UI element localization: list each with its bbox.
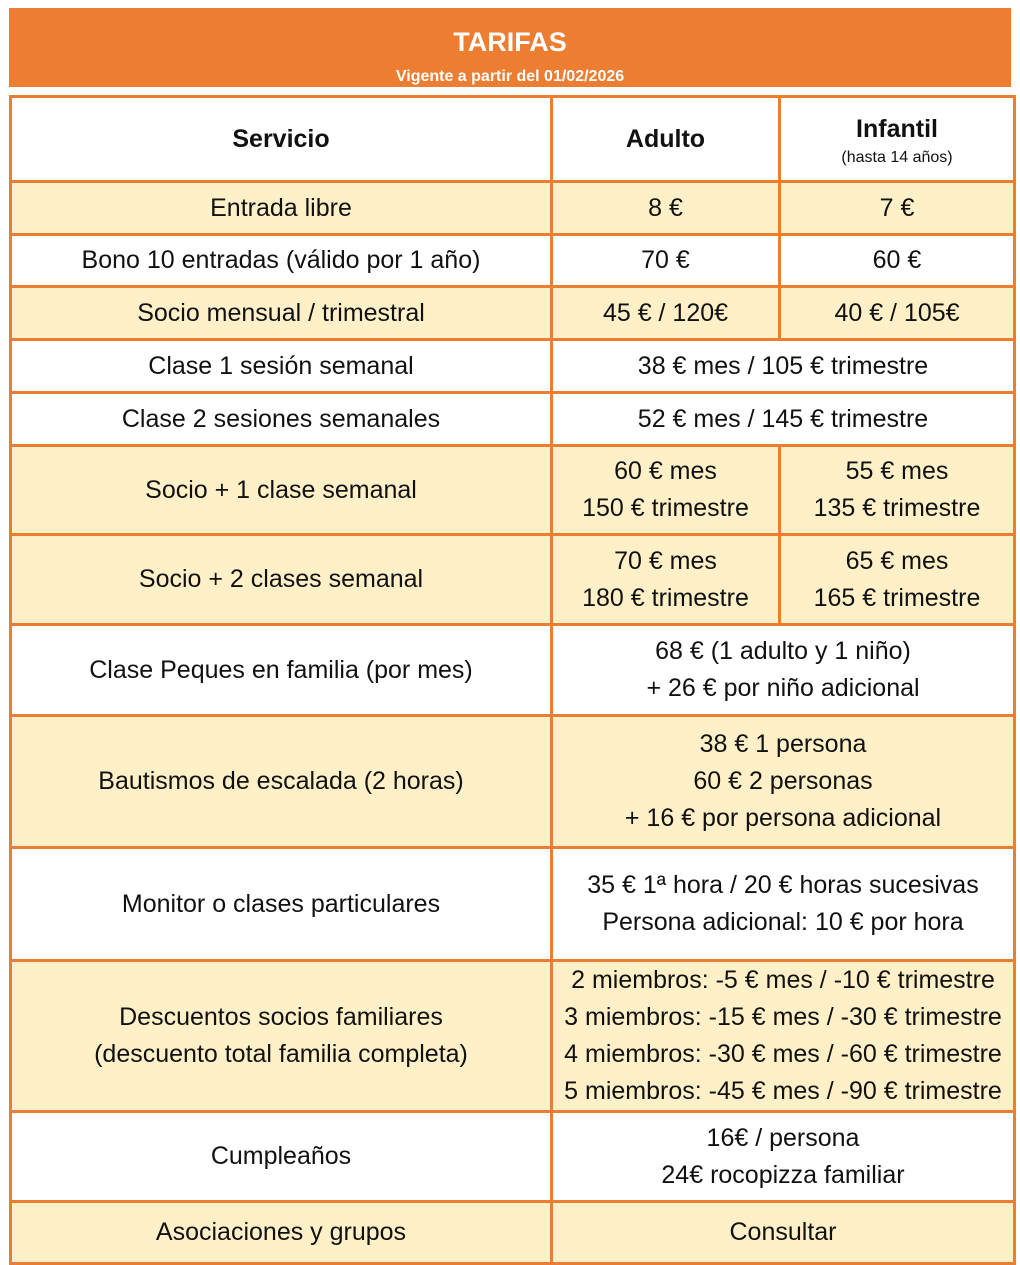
table-row <box>11 446 1015 535</box>
table-row <box>11 848 1015 961</box>
price-line: 68 € (1 adulto y 1 niño) <box>655 637 911 665</box>
price-line: 35 € 1ª hora / 20 € horas sucesivas <box>587 871 979 899</box>
shared-price-cell <box>552 716 1015 848</box>
price-line: 3 miembros: -15 € mes / -30 € trimestre <box>564 1003 1002 1031</box>
table-row <box>11 235 1015 287</box>
column-header-service: Servicio <box>11 97 552 182</box>
table-row <box>11 1112 1015 1202</box>
price-line: 135 € trimestre <box>813 494 981 522</box>
price-line: 180 € trimestre <box>582 583 749 612</box>
table-header-row <box>11 97 1015 182</box>
rates-table <box>9 95 1016 1265</box>
price-line: 24€ rocopizza familiar <box>661 1160 905 1189</box>
service-cell: Entrada libre <box>11 182 552 235</box>
shared-price-cell <box>552 848 1015 961</box>
column-header-child-label: Infantil <box>856 114 938 143</box>
adult-price-cell: 45 € / 120€ <box>552 287 780 340</box>
service-cell: Bautismos de escalada (2 horas) <box>11 716 552 848</box>
shared-price-cell <box>552 961 1015 1112</box>
table-row <box>11 182 1015 235</box>
service-cell: Socio + 2 clases semanal <box>11 535 552 625</box>
service-cell: Clase Peques en familia (por mes) <box>11 625 552 716</box>
service-cell: Clase 1 sesión semanal <box>11 340 552 393</box>
price-line: 2 miembros: -5 € mes / -10 € trimestre <box>571 966 995 994</box>
shared-price-cell <box>552 1112 1015 1202</box>
service-line: Descuentos socios familiares <box>119 1003 443 1031</box>
service-cell: Asociaciones y grupos <box>11 1202 552 1264</box>
column-header-adult: Adulto <box>552 97 780 182</box>
price-line: + 16 € por persona adicional <box>624 804 942 832</box>
price-line: Persona adicional: 10 € por hora <box>602 908 964 936</box>
child-price-cell: 7 € <box>780 182 1015 235</box>
price-line: 4 miembros: -30 € mes / -60 € trimestre <box>564 1040 1002 1068</box>
price-line: + 26 € por niño adicional <box>646 674 920 702</box>
service-cell: Monitor o clases particulares <box>11 848 552 961</box>
price-line: 70 € mes <box>614 546 717 575</box>
price-line: 150 € trimestre <box>582 494 749 522</box>
table-row <box>11 1202 1015 1264</box>
service-cell <box>11 961 552 1112</box>
table-row <box>11 535 1015 625</box>
child-price-cell <box>780 535 1015 625</box>
header-banner <box>9 8 1011 87</box>
price-line: 65 € mes <box>845 546 949 575</box>
adult-price-cell <box>552 446 780 535</box>
child-price-cell <box>780 446 1015 535</box>
column-header-child <box>780 97 1015 182</box>
table-row <box>11 393 1015 446</box>
service-cell: Socio + 1 clase semanal <box>11 446 552 535</box>
page-subtitle: Vigente a partir del 01/02/2026 <box>395 68 625 85</box>
table-row <box>11 961 1015 1112</box>
price-line: 60 € mes <box>614 457 717 485</box>
table-row <box>11 287 1015 340</box>
adult-price-cell: 8 € <box>552 182 780 235</box>
price-line: 16€ / persona <box>706 1123 860 1152</box>
child-price-cell: 60 € <box>780 235 1015 287</box>
service-cell: Cumpleaños <box>11 1112 552 1202</box>
child-price-cell: 40 € / 105€ <box>780 287 1015 340</box>
table-row <box>11 716 1015 848</box>
shared-price-cell <box>552 625 1015 716</box>
service-cell: Bono 10 entradas (válido por 1 año) <box>11 235 552 287</box>
price-line: 60 € 2 personas <box>693 767 873 795</box>
shared-price-cell: 38 € mes / 105 € trimestre <box>552 340 1015 393</box>
service-cell: Socio mensual / trimestral <box>11 287 552 340</box>
price-line: 55 € mes <box>845 457 949 485</box>
page-title: TARIFAS <box>453 27 567 57</box>
adult-price-cell: 70 € <box>552 235 780 287</box>
table-row <box>11 625 1015 716</box>
price-line: 5 miembros: -45 € mes / -90 € trimestre <box>564 1077 1002 1105</box>
service-cell: Clase 2 sesiones semanales <box>11 393 552 446</box>
shared-price-cell: 52 € mes / 145 € trimestre <box>552 393 1015 446</box>
price-line: 165 € trimestre <box>813 583 981 612</box>
price-line: 38 € 1 persona <box>699 730 867 758</box>
service-line: (descuento total familia completa) <box>94 1040 468 1068</box>
column-header-child-note: (hasta 14 años) <box>841 148 953 166</box>
table-row <box>11 340 1015 393</box>
adult-price-cell <box>552 535 780 625</box>
shared-price-cell: Consultar <box>552 1202 1015 1264</box>
